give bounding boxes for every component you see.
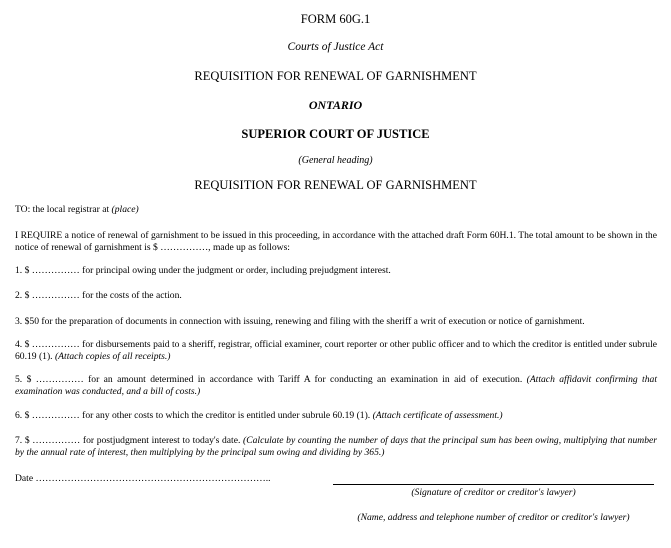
item-postjudgment-interest: [15, 435, 657, 459]
act-name: Courts of Justice Act: [287, 41, 384, 53]
requisition-paragraph: I REQUIRE a notice of renewal of garnishment to be issued in this proceeding, in accordance with the attached draft Form 60H.1. The total amount to be shown in the notice of renewal of garnishment is $ ……………, made up as follows:: [15, 230, 657, 253]
item-text: 3. $50 for the preparation of documents in connection with issuing, renewing and filing with the sheriff a writ of execution or notice of garnishment.: [15, 316, 585, 327]
form-number: FORM 60G.1: [300, 12, 371, 26]
item-disbursements: [15, 339, 657, 363]
item-note: (Calculate by counting the number of days that the principal sum has been owing, multiplying that number by the annual rate of interest, then multiplying by the principal sum owing and dividing by 365.): [15, 435, 657, 458]
item-text: 2. $ …………… for the costs of the action.: [15, 290, 182, 301]
signature-caption: (Signature of creditor or creditor's lawyer): [411, 487, 576, 498]
item-costs: [15, 290, 657, 302]
item-text: 7. $ …………… for postjudgment interest to today's date.: [15, 435, 244, 446]
item-note: (Attach certificate of assessment.): [372, 410, 503, 421]
item-text: 4. $ …………… for disbursements paid to a sheriff, registrar, official examiner, court reporter or other public officer and to which the creditor is entitled under subrule 60.19 (1).: [15, 339, 657, 362]
item-text: 5. $ …………… for an amount determined in accordance with Tariff A for conducting an examination in aid of execution.: [15, 374, 527, 385]
name-caption: (Name, address and telephone number of creditor or creditor's lawyer): [357, 512, 630, 523]
court-name: SUPERIOR COURT OF JUSTICE: [241, 127, 430, 141]
general-heading: (General heading): [298, 155, 373, 166]
date-field: Date ………………………………………………………………..: [15, 473, 271, 484]
item-text: 1. $ …………… for principal owing under the judgment or order, including prejudgment interest.: [15, 265, 391, 276]
province-name: ONTARIO: [308, 98, 363, 112]
place-placeholder: (place): [111, 204, 139, 215]
item-note: (Attach affidavit confirming that examination was conducted, and a bill of costs.): [15, 374, 657, 397]
item-principal: [15, 265, 657, 277]
item-other-costs: [15, 410, 657, 422]
item-preparation-fee: [15, 316, 657, 328]
item-text: 6. $ …………… for any other costs to which the creditor is entitled under subrule 60.19 (1).: [15, 410, 373, 421]
item-examination: [15, 374, 657, 398]
signature-line: [333, 484, 654, 485]
addressee-line: [15, 204, 657, 216]
form-title: REQUISITION FOR RENEWAL OF GARNISHMENT: [194, 69, 477, 83]
form-title-repeat: REQUISITION FOR RENEWAL OF GARNISHMENT: [194, 178, 477, 192]
item-note: (Attach copies of all receipts.): [54, 351, 171, 362]
addressee-text: TO: the local registrar at: [15, 204, 112, 215]
